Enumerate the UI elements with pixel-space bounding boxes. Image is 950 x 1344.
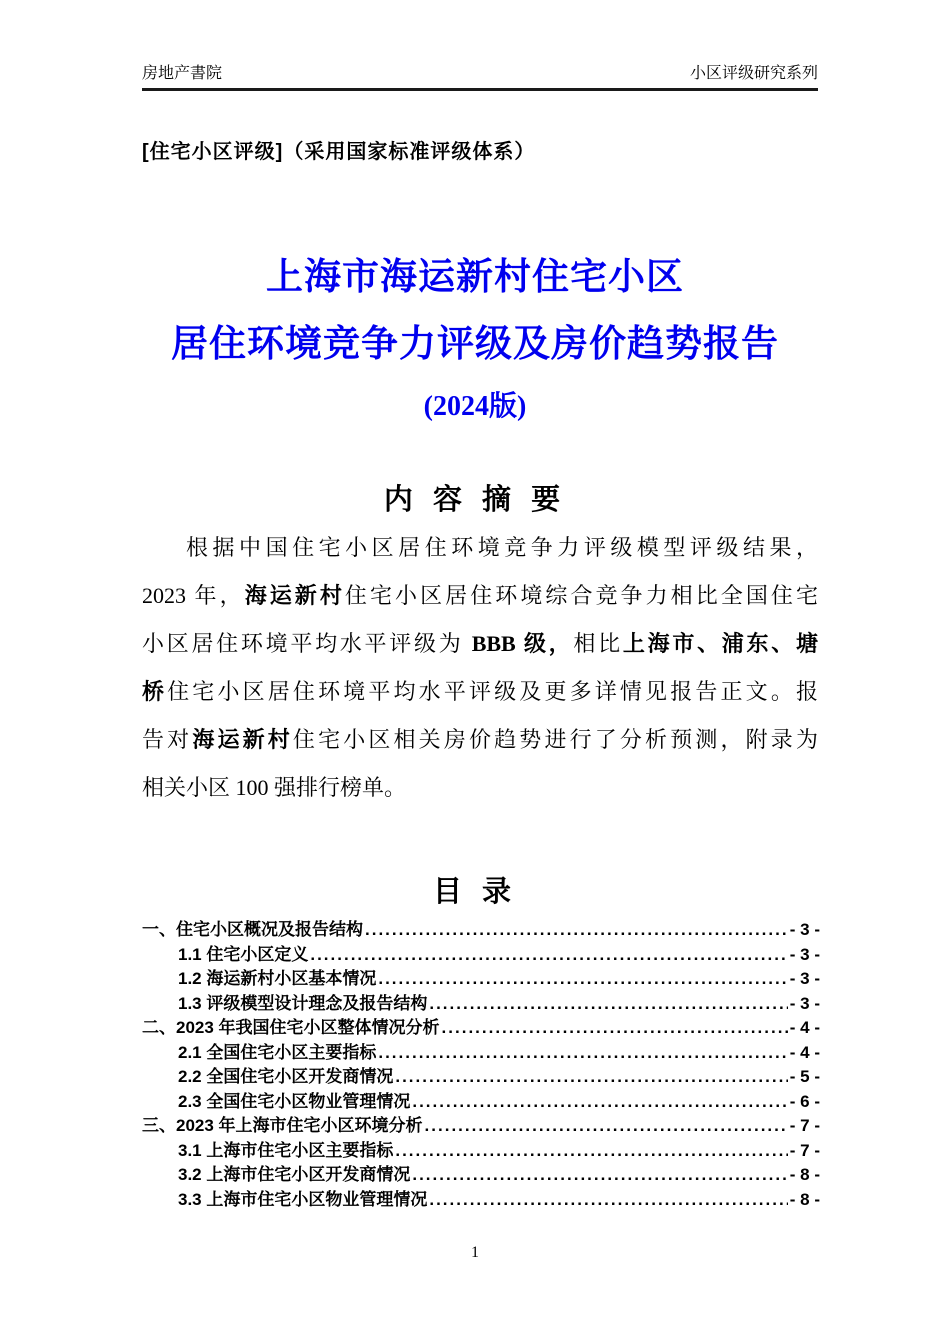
toc-entry-title: 二、2023 年我国住宅小区整体情况分析: [142, 1018, 440, 1037]
toc-entry-title: 2.3 全国住宅小区物业管理情况: [178, 1091, 411, 1111]
toc-entry[interactable]: [142, 943, 820, 968]
toc-dot-leader: [378, 967, 787, 992]
toc-dot-leader: [395, 1139, 787, 1164]
toc-entry-page: - 6 -: [789, 1091, 820, 1111]
report-edition: (2024版): [423, 391, 527, 422]
summary-line: [142, 716, 818, 764]
summary-line: [142, 764, 818, 812]
toc-entry-page: - 3 -: [789, 993, 820, 1013]
toc-dot-leader: [429, 992, 787, 1017]
toc-dot-leader: [442, 1016, 788, 1041]
summary-text-run: 相比: [573, 631, 623, 656]
toc-entry[interactable]: [142, 1090, 820, 1115]
toc-entry-title: 一、住宅小区概况及报告结构: [142, 920, 363, 939]
toc-entry[interactable]: [142, 918, 820, 943]
toc-entry-page: - 3 -: [789, 969, 820, 988]
summary-paragraph: [142, 524, 818, 812]
summary-text-run: 2023 年，: [142, 583, 245, 608]
toc-entry-page: - 7 -: [789, 1116, 820, 1135]
summary-text-run: 上海市、浦东、塘: [622, 631, 818, 656]
toc-entry[interactable]: [142, 1065, 820, 1090]
summary-text-run: 小区居住环境平均水平评级为: [142, 631, 472, 656]
summary-line: [142, 668, 818, 716]
toc-dot-leader: [378, 1041, 787, 1066]
toc-entry[interactable]: [142, 1016, 820, 1041]
toc-entry-title: 三、2023 年上海市住宅小区环境分析: [142, 1116, 423, 1135]
toc-entry-title: 2.1 全国住宅小区主要指标: [178, 1042, 377, 1062]
summary-heading: 内 容 摘 要: [383, 484, 567, 516]
toc-entry-title: 1.2 海运新村小区基本情况: [178, 969, 377, 988]
footer-page-number: 1: [471, 1244, 479, 1261]
toc-dot-leader: [429, 1188, 787, 1213]
toc-dot-leader: [412, 1163, 787, 1188]
toc-entry-title: 3.3 上海市住宅小区物业管理情况: [178, 1189, 428, 1209]
toc-entry[interactable]: [142, 967, 820, 992]
toc-entry-page: - 4 -: [789, 1042, 820, 1062]
page-header: [142, 60, 818, 91]
toc-entry-title: 1.1 住宅小区定义: [178, 944, 309, 964]
report-title-line1: 上海市海运新村住宅小区: [266, 257, 684, 298]
rating-system-note: [住宅小区评级]（采用国家标准评级体系）: [142, 141, 536, 163]
toc-entry-page: - 5 -: [789, 1067, 820, 1086]
summary-text-run: 海运新村: [244, 583, 345, 608]
toc-entry[interactable]: [142, 1163, 820, 1188]
toc-entry[interactable]: [142, 1139, 820, 1164]
toc-dot-leader: [365, 918, 788, 943]
summary-text-run: 住宅小区居住环境平均水平评级及更多详情见报告正文。报: [167, 679, 818, 704]
toc-entry-page: - 4 -: [789, 1018, 820, 1037]
toc-entry[interactable]: [142, 1041, 820, 1066]
summary-line: [142, 524, 818, 572]
toc-entry-page: - 8 -: [789, 1165, 820, 1184]
toc-entry[interactable]: [142, 1114, 820, 1139]
summary-line: [142, 572, 818, 620]
toc-entry[interactable]: [142, 1188, 820, 1213]
header-left-text: 房地产書院: [142, 65, 223, 82]
summary-text-run: 海运新村: [192, 727, 293, 752]
toc-heading: 目 录: [432, 876, 518, 908]
toc-dot-leader: [412, 1090, 787, 1115]
report-title-line2: 居住环境竞争力评级及房价趋势报告: [171, 324, 779, 365]
toc-dot-leader: [395, 1065, 787, 1090]
toc-dot-leader: [310, 943, 787, 968]
toc-entry-title: 3.1 上海市住宅小区主要指标: [178, 1140, 394, 1160]
summary-text-run: 相关小区 100 强排行榜单。: [142, 775, 407, 800]
toc-entry-page: - 8 -: [789, 1189, 820, 1209]
summary-text-run: 住宅小区相关房价趋势进行了分析预测，附录为: [292, 727, 818, 752]
summary-text-run: 告对: [142, 727, 193, 752]
toc-entry[interactable]: [142, 992, 820, 1017]
toc-entry-page: - 3 -: [789, 944, 820, 964]
table-of-contents: [142, 918, 820, 1212]
toc-entry-title: 3.2 上海市住宅小区开发商情况: [178, 1165, 411, 1184]
toc-entry-page: - 7 -: [789, 1140, 820, 1160]
summary-line: [142, 620, 818, 668]
summary-text-run: 住宅小区居住环境综合竞争力相比全国住宅: [344, 583, 818, 608]
toc-entry-page: - 3 -: [789, 920, 820, 939]
toc-entry-title: 2.2 全国住宅小区开发商情况: [178, 1067, 394, 1086]
summary-text-run: BBB 级，: [471, 631, 574, 656]
toc-dot-leader: [425, 1114, 788, 1139]
toc-entry-title: 1.3 评级模型设计理念及报告结构: [178, 993, 428, 1013]
summary-text-run: 桥: [142, 679, 168, 704]
summary-text-run: 根据中国住宅小区居住环境竞争力评级模型评级结果，: [186, 535, 818, 560]
header-right-text: 小区评级研究系列: [689, 65, 818, 82]
